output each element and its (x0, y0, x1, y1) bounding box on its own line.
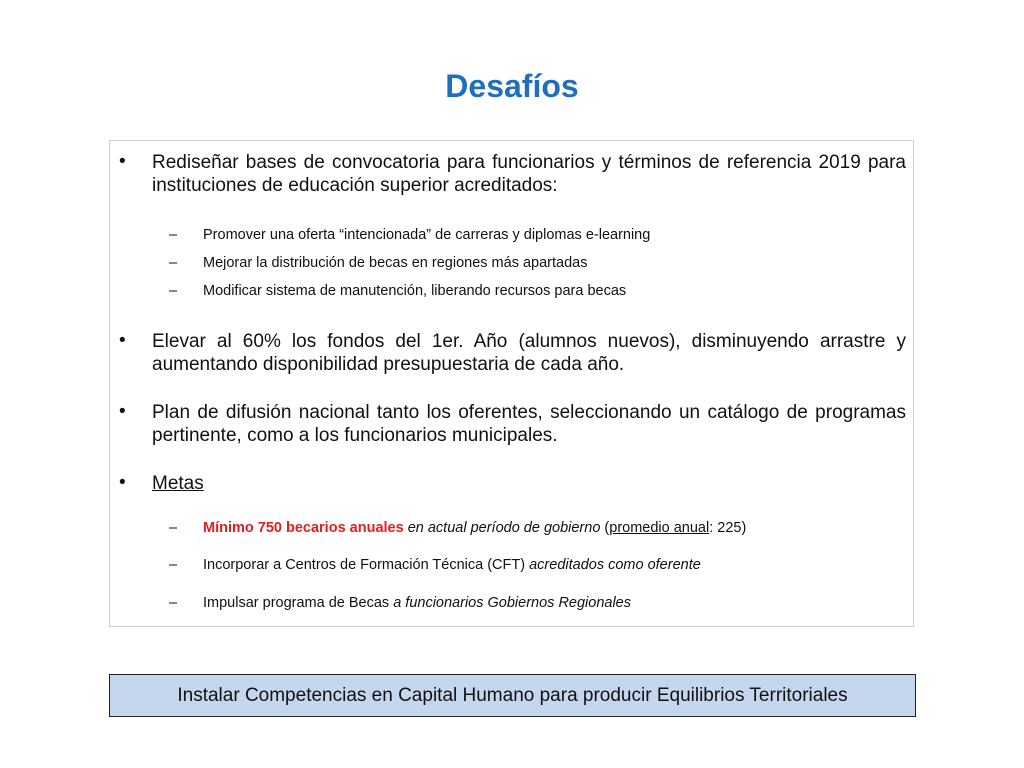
sub-dash: – (169, 227, 178, 243)
goal-italic: a funcionarios Gobiernos Regionales (393, 595, 631, 611)
bullet-text: Plan de difusión nacional tanto los oferentes, seleccionando un catálogo de programas pertinente, como a los funcionarios municipales. (152, 402, 906, 446)
sub-text: Promover una oferta “intencionada” de carreras y diplomas e-learning (203, 227, 651, 243)
sub-dash: – (169, 283, 178, 299)
goals-heading: Metas (152, 473, 204, 494)
bullet-text: Elevar al 60% los fondos del 1er. Año (alumnos nuevos), disminuyendo arrastre y aumentando disponibilidad presupuestaria de cada año. (152, 331, 906, 375)
goal-highlight: Mínimo 750 becarios anuales (203, 520, 404, 536)
goal-underlined: promedio anual (609, 520, 710, 536)
bullet-text: Rediseñar bases de convocatoria para funcionarios y términos de referencia 2019 para instituciones de educación superior acreditados: (152, 152, 906, 196)
sub-dash: – (169, 557, 178, 573)
goal-plain: Impulsar programa de Becas (203, 595, 390, 611)
bullet-marker: • (119, 472, 126, 493)
goal-plain: Incorporar a Centros de Formación Técnica (CFT) (203, 557, 526, 573)
challenges-box (109, 140, 914, 627)
sub-dash: – (169, 255, 178, 271)
page-title: Desafíos (445, 68, 579, 104)
sub-dash: – (169, 520, 178, 536)
goal-rest: : 225) (709, 520, 747, 536)
summary-banner: Instalar Competencias en Capital Humano para producir Equilibrios Territoriales (109, 674, 916, 717)
sub-text: Modificar sistema de manutención, liberando recursos para becas (203, 283, 627, 299)
goal-italic: en actual período de gobierno (407, 520, 601, 536)
bullet-marker: • (119, 151, 126, 172)
bullet-marker: • (119, 401, 126, 422)
goal-paren: ( (604, 520, 610, 536)
bullet-marker: • (119, 330, 126, 351)
sub-dash: – (169, 595, 178, 611)
sub-text: Mejorar la distribución de becas en regiones más apartadas (203, 255, 588, 271)
goal-italic: acreditados como oferente (529, 557, 701, 573)
